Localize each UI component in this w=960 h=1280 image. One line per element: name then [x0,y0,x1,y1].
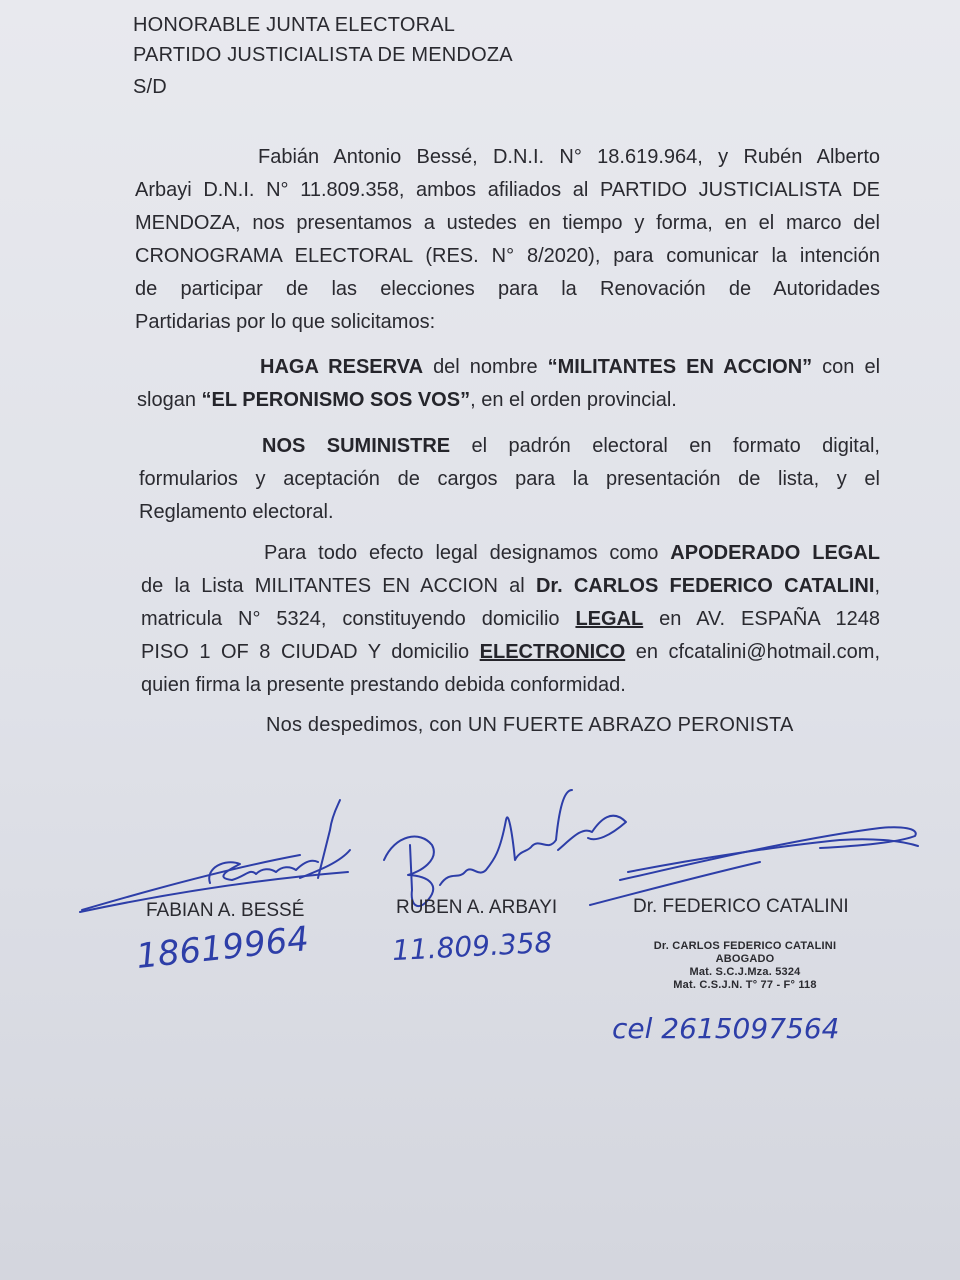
stamp-line: ABOGADO [715,953,775,965]
signature-besse [80,800,350,912]
signer-2-handwritten-dni: 11.809.358 [391,925,554,968]
bold-text: HAGA RESERVA [260,356,424,378]
text-run: slogan [137,389,202,411]
bold-text: “EL PERONISMO SOS VOS” [201,389,471,411]
paragraph-line: Arbayi D.N.I. N° 11.809.358, ambos afiliados al PARTIDO JUSTICIALISTA DE [135,179,880,201]
bold-text: NOS SUMINISTRE [262,435,451,457]
text-run: PISO 1 OF 8 CIUDAD Y domicilio [141,641,480,663]
text-run: con el [812,356,881,378]
paragraph-line: formularios y aceptación de cargos para la presentación de lista, y el [139,468,880,490]
signer-2-name: RUBEN A. ARBAYI [396,897,558,918]
paragraph-line: MENDOZA, nos presentamos a ustedes en tiempo y forma, en el marco del [135,212,880,234]
addressee-line-2: PARTIDO JUSTICIALISTA DE MENDOZA [133,44,513,66]
text-run: de la Lista MILITANTES EN ACCION al [141,575,536,597]
paragraph-line: de participar de las elecciones para la Renovación de Autoridades [135,278,880,300]
text-run: en cfcatalini@hotmail.com, [625,641,880,663]
handwritten-cel-number: cel 2615097564 [612,1012,840,1045]
signer-1-handwritten-dni: 18619964 [134,919,311,977]
text-run: el padrón electoral en formato digital, [450,435,880,457]
lawyer-stamp [645,940,845,992]
paragraph-line: Reglamento electoral. [139,501,334,523]
stamp-line: Mat. C.S.J.N. T° 77 - F° 118 [673,979,817,991]
text-run: Para todo efecto legal designamos como [264,542,671,564]
signer-3-name: Dr. FEDERICO CATALINI [633,896,849,917]
paragraph-line: CRONOGRAMA ELECTORAL (RES. N° 8/2020), para comunicar la intención [135,245,880,267]
signature-arbayi [384,790,626,906]
stamp-line: Dr. CARLOS FEDERICO CATALINI [653,940,837,952]
text-run: en AV. ESPAÑA 1248 [643,608,880,630]
underlined-bold-text: ELECTRONICO [479,641,626,663]
addressee-line-3: S/D [133,76,167,98]
text-run: del nombre [423,356,548,378]
underlined-bold-text: LEGAL [575,608,644,630]
signer-1-name: FABIAN A. BESSÉ [146,900,305,921]
paragraph-line: Fabián Antonio Bessé, D.N.I. N° 18.619.964, y Rubén Alberto [258,146,880,168]
bold-text: APODERADO LEGAL [670,542,881,564]
paragraph-line: Partidarias por lo que solicitamos: [135,311,436,333]
stamp-line: Mat. S.C.J.Mza. 5324 [689,966,801,978]
text-run: , [874,575,880,597]
paragraph-line: quien firma la presente prestando debida conformidad. [141,674,626,696]
text-run: matricula N° 5324, constituyendo domicilio [141,608,576,630]
text-run: , en el orden provincial. [470,389,677,411]
bold-text: “MILITANTES EN ACCION” [547,356,813,378]
addressee-line-1: HONORABLE JUNTA ELECTORAL [133,14,456,36]
bold-text: Dr. CARLOS FEDERICO CATALINI [535,575,875,597]
signature-catalini [590,827,918,905]
closing-line: Nos despedimos, con UN FUERTE ABRAZO PERONISTA [266,714,794,736]
